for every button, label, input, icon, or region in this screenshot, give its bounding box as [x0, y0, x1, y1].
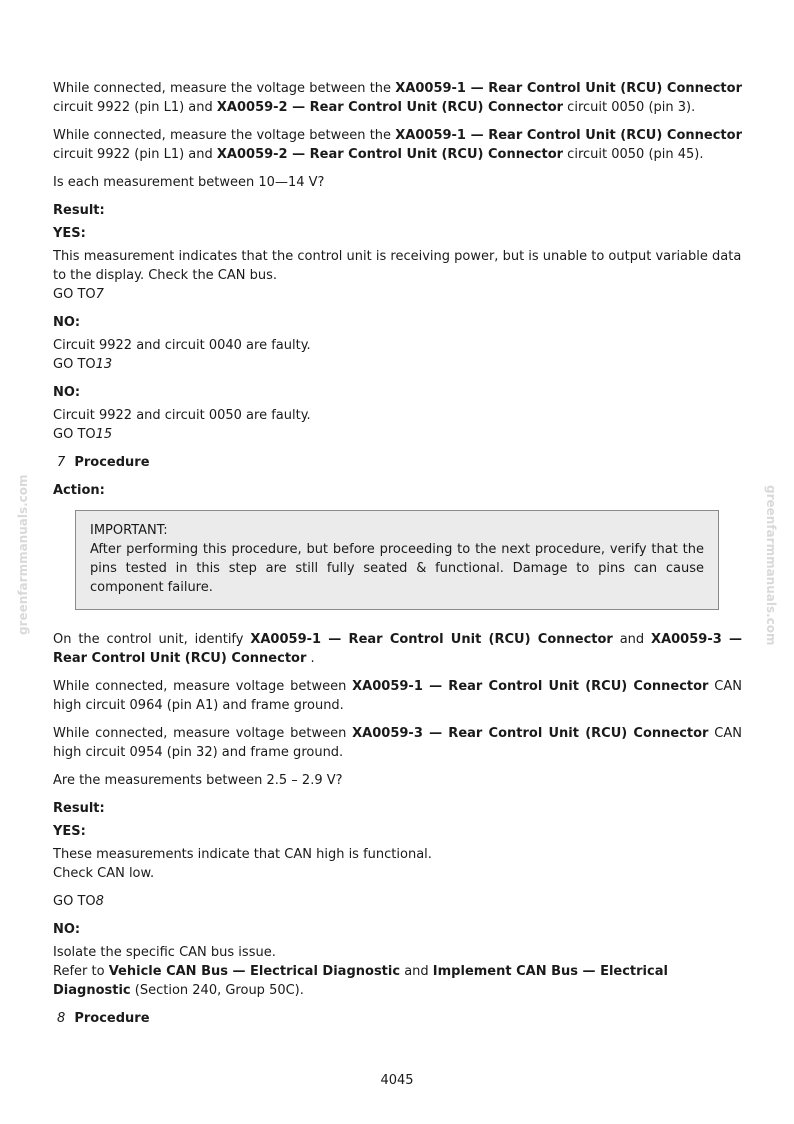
procedure-heading: 8 Procedure: [57, 1011, 150, 1026]
yes-block: This measurement indicates that the control unit is receiving power, but is unable to output variable data to the display. Check the CAN bus. GO TO7: [53, 249, 742, 302]
result-label: Result:: [53, 203, 105, 218]
yes-label: YES:: [53, 824, 86, 839]
measurement-step-4: While connected, measure voltage between XA0059-3 — Rear Control Unit (RCU) Connector CAN high circuit 0954 (pin 32) and frame ground.: [53, 726, 743, 760]
no-block: Isolate the specific CAN bus issue. Refer to Vehicle CAN Bus — Electrical Diagnostic and Implement CAN Bus — Electrical Diagnostic (Section 240, Group 50C).: [53, 945, 668, 998]
no-block: Circuit 9922 and circuit 0050 are faulty. GO TO15: [53, 408, 311, 442]
document-body: [53, 79, 742, 1037]
page-number: 4045: [380, 1073, 414, 1088]
procedure-heading: 7 Procedure: [57, 455, 150, 470]
reference-link[interactable]: Vehicle CAN Bus — Electrical Diagnostic: [108, 964, 401, 979]
question: Are the measurements between 2.5 – 2.9 V?: [53, 773, 343, 788]
no-label: NO:: [53, 385, 81, 400]
goto-link[interactable]: GO TO15: [53, 427, 113, 442]
important-title: IMPORTANT:: [90, 523, 168, 538]
important-text: After performing this procedure, but before proceeding to the next procedure, verify that the pins tested in this step are still fully seated & functional. Damage to pins can cause component failure.: [90, 542, 704, 595]
question: Is each measurement between 10—14 V?: [53, 175, 325, 190]
watermark-left: greenfarmmanuals.com: [16, 474, 30, 635]
watermark-right: greenfarmmanuals.com: [764, 485, 778, 646]
measurement-step-2: While connected, measure the voltage between the XA0059-1 — Rear Control Unit (RCU) Connector circuit 9922 (pin L1) and XA0059-2 — Rear Control Unit (RCU) Connector circuit 0050 (pin 45).: [53, 128, 742, 162]
result-label: Result:: [53, 801, 105, 816]
measurement-step-3: While connected, measure voltage between XA0059-1 — Rear Control Unit (RCU) Connector CAN high circuit 0964 (pin A1) and frame ground.: [53, 679, 743, 713]
yes-block: These measurements indicate that CAN high is functional. Check CAN low.: [53, 847, 432, 881]
goto-link[interactable]: GO TO8: [53, 894, 104, 909]
measurement-step-1: While connected, measure the voltage between the XA0059-1 — Rear Control Unit (RCU) Connector circuit 9922 (pin L1) and XA0059-2 — Rear Control Unit (RCU) Connector circuit 0050 (pin 3).: [53, 81, 742, 115]
identify-step: On the control unit, identify XA0059-1 — Rear Control Unit (RCU) Connector and XA0059-3 — Rear Control Unit (RCU) Connector .: [53, 632, 743, 666]
no-label: NO:: [53, 315, 81, 330]
important-notice: [75, 510, 719, 610]
action-label: Action:: [53, 483, 105, 498]
goto-link[interactable]: GO TO7: [53, 287, 104, 302]
yes-label: YES:: [53, 226, 86, 241]
no-label: NO:: [53, 922, 81, 937]
no-block: Circuit 9922 and circuit 0040 are faulty. GO TO13: [53, 338, 311, 372]
goto-link[interactable]: GO TO13: [53, 357, 113, 372]
reference-link[interactable]: Implement CAN Bus — Electrical Diagnostic: [53, 964, 668, 998]
